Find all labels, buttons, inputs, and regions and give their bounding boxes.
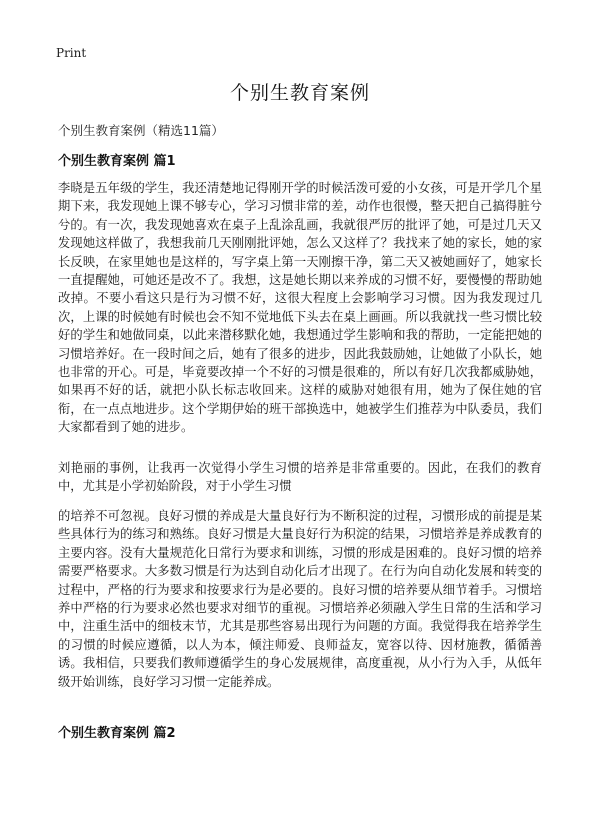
paragraph-1: 李晓是五年级的学生，我还清楚地记得刚开学的时候活泼可爱的小女孩，可是开学几个星期下来，我发现她上课不够专心，学习习惯非常的差，动作也很慢，整天把自己搞得脏兮兮的。有一次，我发现她喜欢在桌子上乱涂乱画，我就很严厉的批评了她，可是过几天又发现她这样做了，我想我前几天刚刚批评她，怎么又这样了？我找来了她的家长，她的家长反映，在家里她也是这样的，写字桌上第一天刚擦干净，第二天又被她画好了，她家长一直提醒她，可她还是改不了。我想，这是她长期以来养成的习惯不好，要慢慢的帮助她改掉。不要小看这只是行为习惯不好，这很大程度上会影响学习习惯。因为我发现过几次，上课的时候她有时候也会不知不觉地低下头去在桌上画画。所以我就找一些习惯比较好的学生和她做同桌，以此来潜移默化她，我想通过学生影响和我的帮助，一定能把她的习惯培养好。在一段时间之后，她有了很多的进步，因此我鼓励她，让她做了小队长，她也非常的开心。可是，毕竟要改掉一个不好的习惯是很难的，所以有好几次我都威胁她，如果再不好的话，就把小队长标志收回来。这样的威胁对她很有用，她为了保住她的官衔，在一点点地进步。这个学期伊始的班干部换选中，她被学生们推荐为中队委员，我们大家都看到了她的进步。 bbox=[58, 181, 542, 435]
paragraph-3: 的培养不可忽视。良好习惯的养成是大量良好行为不断积淀的过程，习惯形成的前提是某些具体行为的练习和熟练。良好习惯是大量良好行为积淀的结果，习惯培养是养成教育的主要内容。没有大量规范化日常行为要求和训练，习惯的形成是困难的。良好习惯的培养需要严格要求。大多数习惯是行为达到自动化后才出现了。在行为向自动化发展和转变的过程中，严格的行为要求和按要求行为是必要的。良好习惯的培养要从细节着手。习惯培养中严格的行为要求必然也要求对细节的重视。习惯培养必须融入学生日常的生活和学习中，注重生活中的细枝末节，尤其是那些容易出现行为问题的方面。我觉得我在培养学生的习惯的时候应遵循，以人为本，倾注师爱、良师益友，宽容以待、因材施教，循循善诱。我相信，只要我们教师遵循学生的身心发展规律，高度重视，从小行为入手，从低年级开始训练，良好学习习惯一定能养成。 bbox=[58, 509, 542, 689]
page-title: 个别生教育案例 bbox=[229, 82, 370, 104]
document-subtitle: 个别生教育案例（精选11篇） bbox=[58, 123, 224, 138]
section-heading-1: 个别生教育案例 篇1 bbox=[58, 154, 176, 169]
paragraph-2: 刘艳丽的事例，让我再一次觉得小学生习惯的培养是非常重要的。因此，在我们的教育中，尤其是小学初始阶段，对于小学生习惯 bbox=[58, 461, 542, 494]
print-label: Print bbox=[56, 46, 87, 60]
section-heading-2: 个别生教育案例 篇2 bbox=[58, 726, 176, 741]
